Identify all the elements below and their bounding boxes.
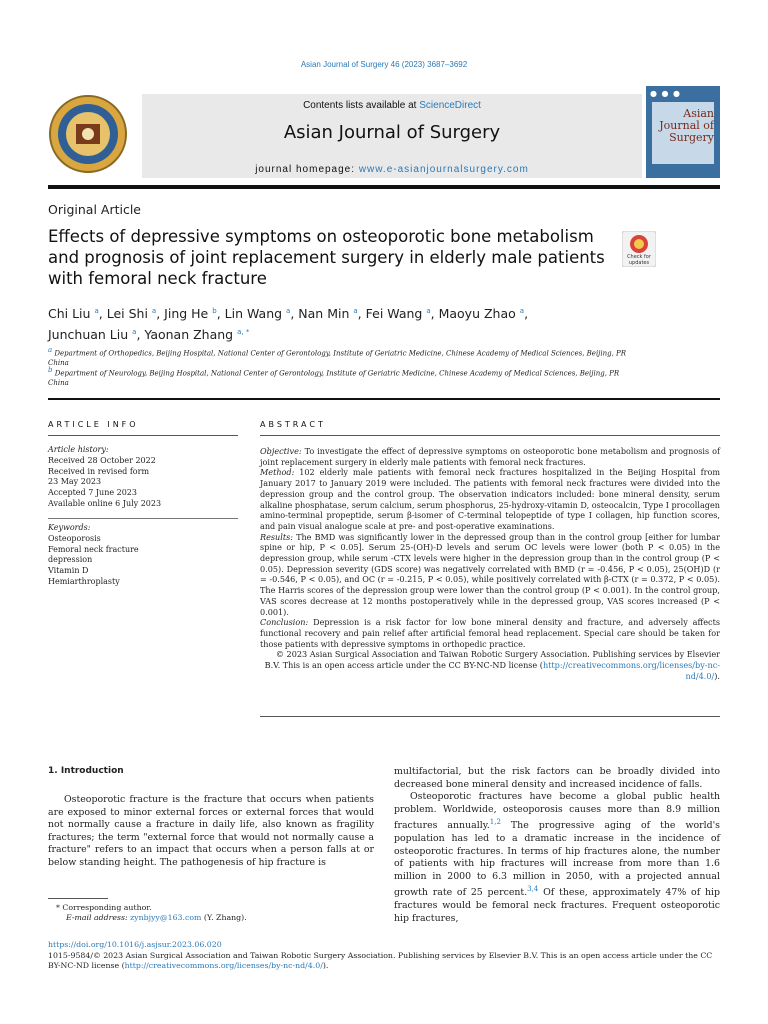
abstract-copyright: © 2023 Asian Surgical Association and Taiwan Robotic Surgery Association. Publishing services by Elsevier B.V. This is an open access article under the CC BY-NC-ND license (http://creativecommons.org/licenses/by-nc-nd/4.0/). <box>264 649 720 681</box>
keyword: Hemiarthroplasty <box>48 576 120 586</box>
paragraph: Osteoporotic fractures have become a global public health problem. Worldwide, osteoporosis causes more than 8.9 million fractures annually.$^{1,2}$ The progressive aging of the world's population has led to a dramatic increase in the incidence of osteoporotic fractures. In terms of hip fractures alone, the number of patients with hip fractures will increase from more than 1.6 million in 2000 to 6.3 million in 2050, with a projected annual growth rate of 25 percent.$^{3,4}$ Of these, approximately 47% of hip fractures would be femoral neck fractures. Frequent osteoporotic hip fractures, <box>394 791 720 924</box>
journal-name: Asian Journal of Surgery <box>283 122 501 143</box>
check-for-updates-icon[interactable] <box>622 231 656 267</box>
footnote-rule <box>48 898 108 899</box>
corresponding-footnote <box>56 903 376 924</box>
sciencedirect-link[interactable]: ScienceDirect <box>419 100 481 111</box>
citation-ref[interactable]: 3,4 <box>527 885 539 894</box>
history-item: Accepted 7 June 2023 <box>48 488 137 498</box>
abstract-end-rule <box>260 716 720 717</box>
email-link[interactable]: zynbjyy@163.com <box>130 913 202 923</box>
author-name[interactable]: Nan Min <box>298 306 350 322</box>
svg-text:updates: updates <box>628 260 650 266</box>
author-affiliation-mark[interactable]: a <box>94 307 99 315</box>
email-line: E-mail address: zynbjyy@163.com (Y. Zhang). <box>66 913 247 923</box>
author-name[interactable]: Jing He <box>164 306 209 322</box>
article-history <box>48 445 238 510</box>
author-affiliation-mark[interactable]: b <box>212 307 217 315</box>
journal-cover-thumbnail[interactable] <box>646 86 720 178</box>
license-link[interactable]: http://creativecommons.org/licenses/by-nc-nd/4.0/ <box>542 660 720 681</box>
affiliation-a: $^a$ Department of Orthopedics, Beijing Hospital, National Center of Gerontology, Institute of Geriatric Medicine, Chinese Academy of Medical Sciences, Beijing, PR China <box>48 346 627 367</box>
author-name[interactable]: Fei Wang <box>365 306 423 322</box>
journal-citation[interactable]: Asian Journal of Surgery 46 (2023) 3687–3692 <box>300 60 468 69</box>
article-title: Effects of depressive symptoms on osteoporotic bone metabolism and prognosis of joint replacement surgery in elderly male patients with femoral neck fracture <box>48 227 605 288</box>
abstract-method: Method: 102 elderly male patients with femoral neck fractures hospitalized in the Beijing Hospital from January 2017 to January 2019 were included. The patients with femoral neck fractures were divided into the depression group and the control group. The observation indicators included: bone mineral density, serum alkaline phosphatase, serum calcium, serum phosphorus, 25-hydroxy-vitamin D, osteocalcin, Type I procollagen amino-terminal propeptide, serum β-isomer of C-terminal telopeptide of type I collagen, hip function scores, and pain visual analogue scale at pre- and post-operative examinations. <box>260 467 720 531</box>
author-affiliation-mark[interactable]: a <box>353 307 358 315</box>
association-seal-logo <box>48 94 128 174</box>
author-affiliation-mark[interactable]: a <box>519 307 525 315</box>
abstract-objective: Objective: To investigate the effect of depressive symptoms on osteoporotic bone metabolism and prognosis of joint replacement surgery in elderly male patients with femoral neck fractures. <box>260 446 720 467</box>
author-name[interactable]: Yaonan Zhang <box>144 327 234 343</box>
history-item: Received in revised form <box>48 466 150 476</box>
article-info-heading: ARTICLE INFO <box>48 420 139 429</box>
homepage-link[interactable]: www.e-asianjournalsurgery.com <box>358 164 529 175</box>
abstract-rule <box>260 435 720 436</box>
author-affiliation-mark[interactable]: a <box>132 328 137 337</box>
article-type: Original Article <box>48 202 141 217</box>
author-affiliation-mark[interactable]: a <box>286 307 291 315</box>
author-name[interactable]: Maoyu Zhao <box>438 306 516 322</box>
keyword: Osteoporosis <box>48 533 101 543</box>
author-affiliation-mark[interactable]: a, * <box>237 328 250 337</box>
cover-title: Asian Journal of Surgery <box>659 107 714 144</box>
homepage-line: journal homepage: www.e-asianjournalsurgery.com <box>255 164 529 175</box>
author-name[interactable]: Lin Wang <box>224 306 283 322</box>
svg-text:Check for: Check for <box>627 254 651 260</box>
section-rule <box>48 398 720 400</box>
keyword: Vitamin D <box>48 566 89 576</box>
journal-banner <box>142 94 642 178</box>
history-item: 23 May 2023 <box>48 477 102 487</box>
doi-link[interactable]: https://doi.org/10.1016/j.asjsur.2023.06.020 <box>48 940 222 949</box>
keywords-list <box>48 523 238 588</box>
author-affiliation-mark[interactable]: a <box>426 307 431 315</box>
footer-license-link[interactable]: http://creativecommons.org/licenses/by-nc-nd/4.0/ <box>124 961 323 971</box>
introduction-heading: 1. Introduction <box>48 766 124 776</box>
footer-copyright: 1015-9584/© 2023 Asian Surgical Association and Taiwan Robotic Surgery Association. Publishing services by Elsevier B.V. This is an open access article under the CC BY-NC-ND license (http://creativecommons.org/licenses/by-nc-nd/4.0/). <box>48 951 713 971</box>
keyword: depression <box>48 555 93 565</box>
paragraph: multifactorial, but the risk factors can be broadly divided into decreased bone mineral density and increased incidence of falls. <box>394 766 720 790</box>
keywords-rule <box>48 518 238 519</box>
cover-badge-icons: ● ● ● <box>650 89 682 98</box>
body-column-right <box>394 766 720 925</box>
corresponding-label: * Corresponding author. <box>56 903 152 912</box>
header-rule <box>48 185 720 189</box>
keywords-label: Keywords: <box>48 523 91 532</box>
contents-line: Contents lists available at ScienceDirect <box>303 100 481 111</box>
paragraph: Osteoporotic fracture is the fracture that occurs when patients are exposed to minor external forces or external forces that would not normally cause a fracture in daily life, also known as fragility fractures; the term "external force that would not normally cause a fracture" refers to an impact that occurs when a person falls at or below standing height. The pathogenesis of hip fracture is <box>48 794 374 868</box>
article-info-rule <box>48 435 238 436</box>
author-name[interactable]: Lei Shi <box>106 306 148 322</box>
abstract-body <box>260 446 720 681</box>
abstract-heading: ABSTRACT <box>260 420 326 429</box>
citation-ref[interactable]: 1,2 <box>489 818 501 827</box>
abstract-results: Results: The BMD was significantly lower in the depressed group than in the control group [either for lumbar spine or hip, P < 0.05]. Serum 25-(OH)-D levels and serum OC levels were lower (both P < 0.05) in the depression group, while serum -CTX levels were higher in the depression group than in the control group (P < 0.05). Depression severity (GDS score) was negatively correlated with BMD (r = -0.456, P < 0.05), 25(OH)D (r = -0.546, P < 0.05), and OC (r = -0.215, P < 0.05), while positively correlated with β-CTX (r = 0.372, P < 0.05). The Harris scores of the depression group were lower than the control group (P < 0.001). In the control group, VAS scores decrease at 12 months postoperatively while in the depressed group, VAS scores increased (P < 0.001). <box>260 531 720 617</box>
affiliation-b: $^b$ Department of Neurology, Beijing Hospital, National Center of Gerontology, Institute of Geriatric Medicine, Chinese Academy of Medical Sciences, Beijing, PR China <box>48 366 620 387</box>
author-name[interactable]: Junchuan Liu <box>48 327 129 343</box>
history-item: Available online 6 July 2023 <box>48 498 162 508</box>
body-column-left <box>48 794 374 870</box>
author-affiliation-mark[interactable]: a <box>151 307 157 315</box>
author-name[interactable]: Chi Liu <box>48 306 91 322</box>
journal-header <box>48 86 720 184</box>
author-list: Chi Liu $^a$, Lei Shi $^a$, Jing He $^b$, Lin Wang $^a$, Nan Min $^a$, Fei Wang $^a$, Maoyu Zhao $^a$, Junchuan Liu $^a$, Yaonan Zhang $^{a, *}$ <box>48 306 529 343</box>
history-item: Received 28 October 2022 <box>48 455 156 465</box>
history-label: Article history: <box>48 445 109 454</box>
keyword: Femoral neck fracture <box>48 544 139 554</box>
abstract-conclusion: Conclusion: Depression is a risk factor for low bone mineral density and fracture, and adversely affects functional recovery and pain relief after artificial femoral head replacement. Special care should be taken for those patients with depressive symptoms in orthopedic practice. <box>260 617 720 649</box>
